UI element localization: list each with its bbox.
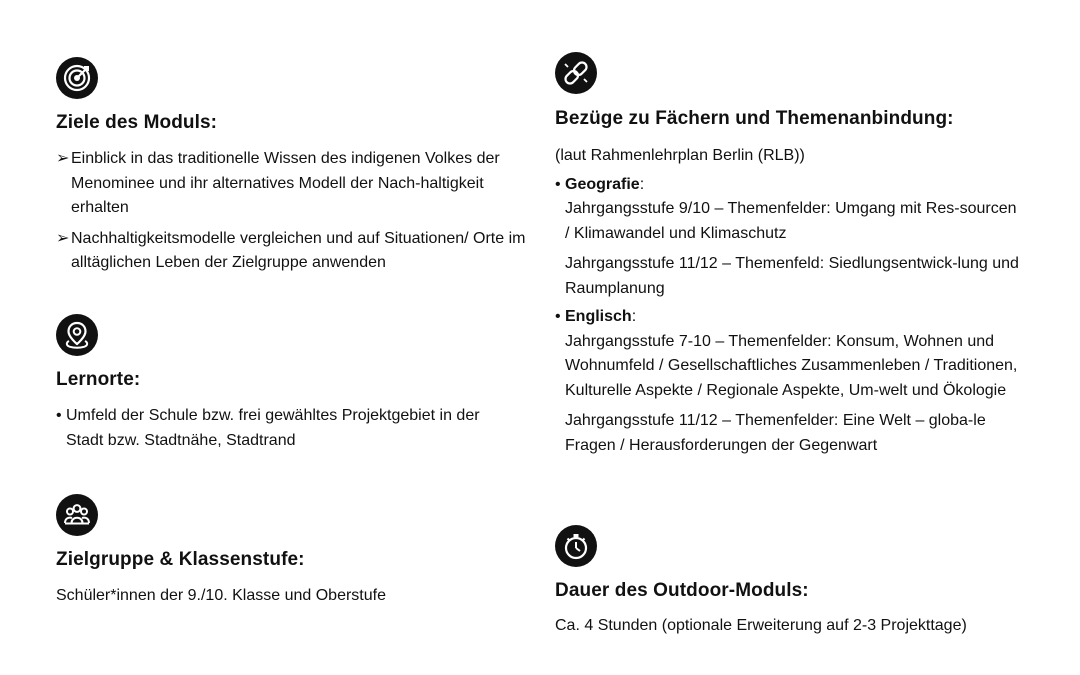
left-column	[56, 0, 526, 604]
audience-text: Schüler*innen der 9./10. Klasse und Oberstufe	[56, 587, 386, 604]
englisch-line: Jahrgangsstufe 11/12 – Themenfelder: Eine Welt – globa-le Fragen / Herausforderungen der Gegenwart	[565, 412, 986, 454]
goals-list	[56, 147, 526, 282]
places-heading: Lernorte:	[56, 369, 141, 390]
arrow-bullet-icon: ➢	[56, 229, 70, 247]
link-chain-icon	[555, 52, 597, 94]
subjects-intro: (laut Rahmenlehrplan Berlin (RLB))	[555, 147, 805, 164]
stopwatch-icon	[555, 525, 597, 567]
duration-text: Ca. 4 Stunden (optionale Erweiterung auf 2-3 Projekttage)	[555, 617, 967, 634]
group-icon	[56, 494, 98, 536]
goal-item: ➢ Nachhaltigkeitsmodelle vergleichen und auf Situationen/ Orte im alltäglichen Leben der Zielgruppe anwenden	[56, 227, 526, 276]
subject-englisch: • Englisch: Jahrgangsstufe 7-10 – Themenfelder: Konsum, Wohnen und Wohnumfeld / Gesellschaftliches Zusammenleben / Traditionen, Kulturelle Aspekte / Regionale Aspekte, Um-welt und Ökologie Jahrgangsstufe 11/12 – Themenfelder: Eine Welt – globa-le Fragen / Herausforderungen der Gegenwart	[555, 305, 1025, 458]
goals-heading: Ziele des Moduls:	[56, 112, 218, 133]
geografie-line: Jahrgangsstufe 11/12 – Themenfeld: Siedlungsentwick-lung und Raumplanung	[565, 255, 1019, 297]
bullet-icon: •	[555, 308, 561, 325]
englisch-line: Jahrgangsstufe 7-10 – Themenfelder: Konsum, Wohnen und Wohnumfeld / Gesellschaftliches Zusammenleben / Traditionen, Kulturelle Aspekte / Regionale Aspekte, Um-welt und Ökologie	[565, 332, 1018, 399]
bullet-icon: •	[56, 407, 62, 424]
subjects-body	[555, 144, 1025, 458]
duration-heading: Dauer des Outdoor-Moduls:	[555, 580, 809, 601]
arrow-bullet-icon: ➢	[56, 150, 70, 167]
audience-heading: Zielgruppe & Klassenstufe:	[56, 549, 305, 570]
places-item: • Umfeld der Schule bzw. frei gewähltes Projektgebiet in der Stadt bzw. Stadtnähe, Stadtrand	[56, 404, 521, 453]
subjects-heading: Bezüge zu Fächern und Themenanbindung:	[555, 108, 954, 129]
geografie-line: Jahrgangsstufe 9/10 – Themenfelder: Umgang mit Res-sourcen / Klimawandel und Klimaschutz	[565, 200, 1017, 242]
subject-name: Englisch	[565, 308, 632, 325]
goal-item: ➢ Einblick in das traditionelle Wissen des indigenen Volkes der Menominee und ihr alternatives Modell der Nach-haltigkeit erhalten	[56, 147, 526, 221]
target-icon	[56, 57, 98, 99]
bullet-icon: •	[555, 175, 561, 193]
location-pin-icon	[56, 314, 98, 356]
subject-geografie: • Geografie: Jahrgangsstufe 9/10 – Themenfelder: Umgang mit Res-sourcen / Klimawandel und Klimaschutz Jahrgangsstufe 11/12 – Themenfeld: Siedlungsentwick-lung und Raumplanung	[555, 173, 1025, 302]
subject-name: Geografie	[565, 175, 640, 193]
